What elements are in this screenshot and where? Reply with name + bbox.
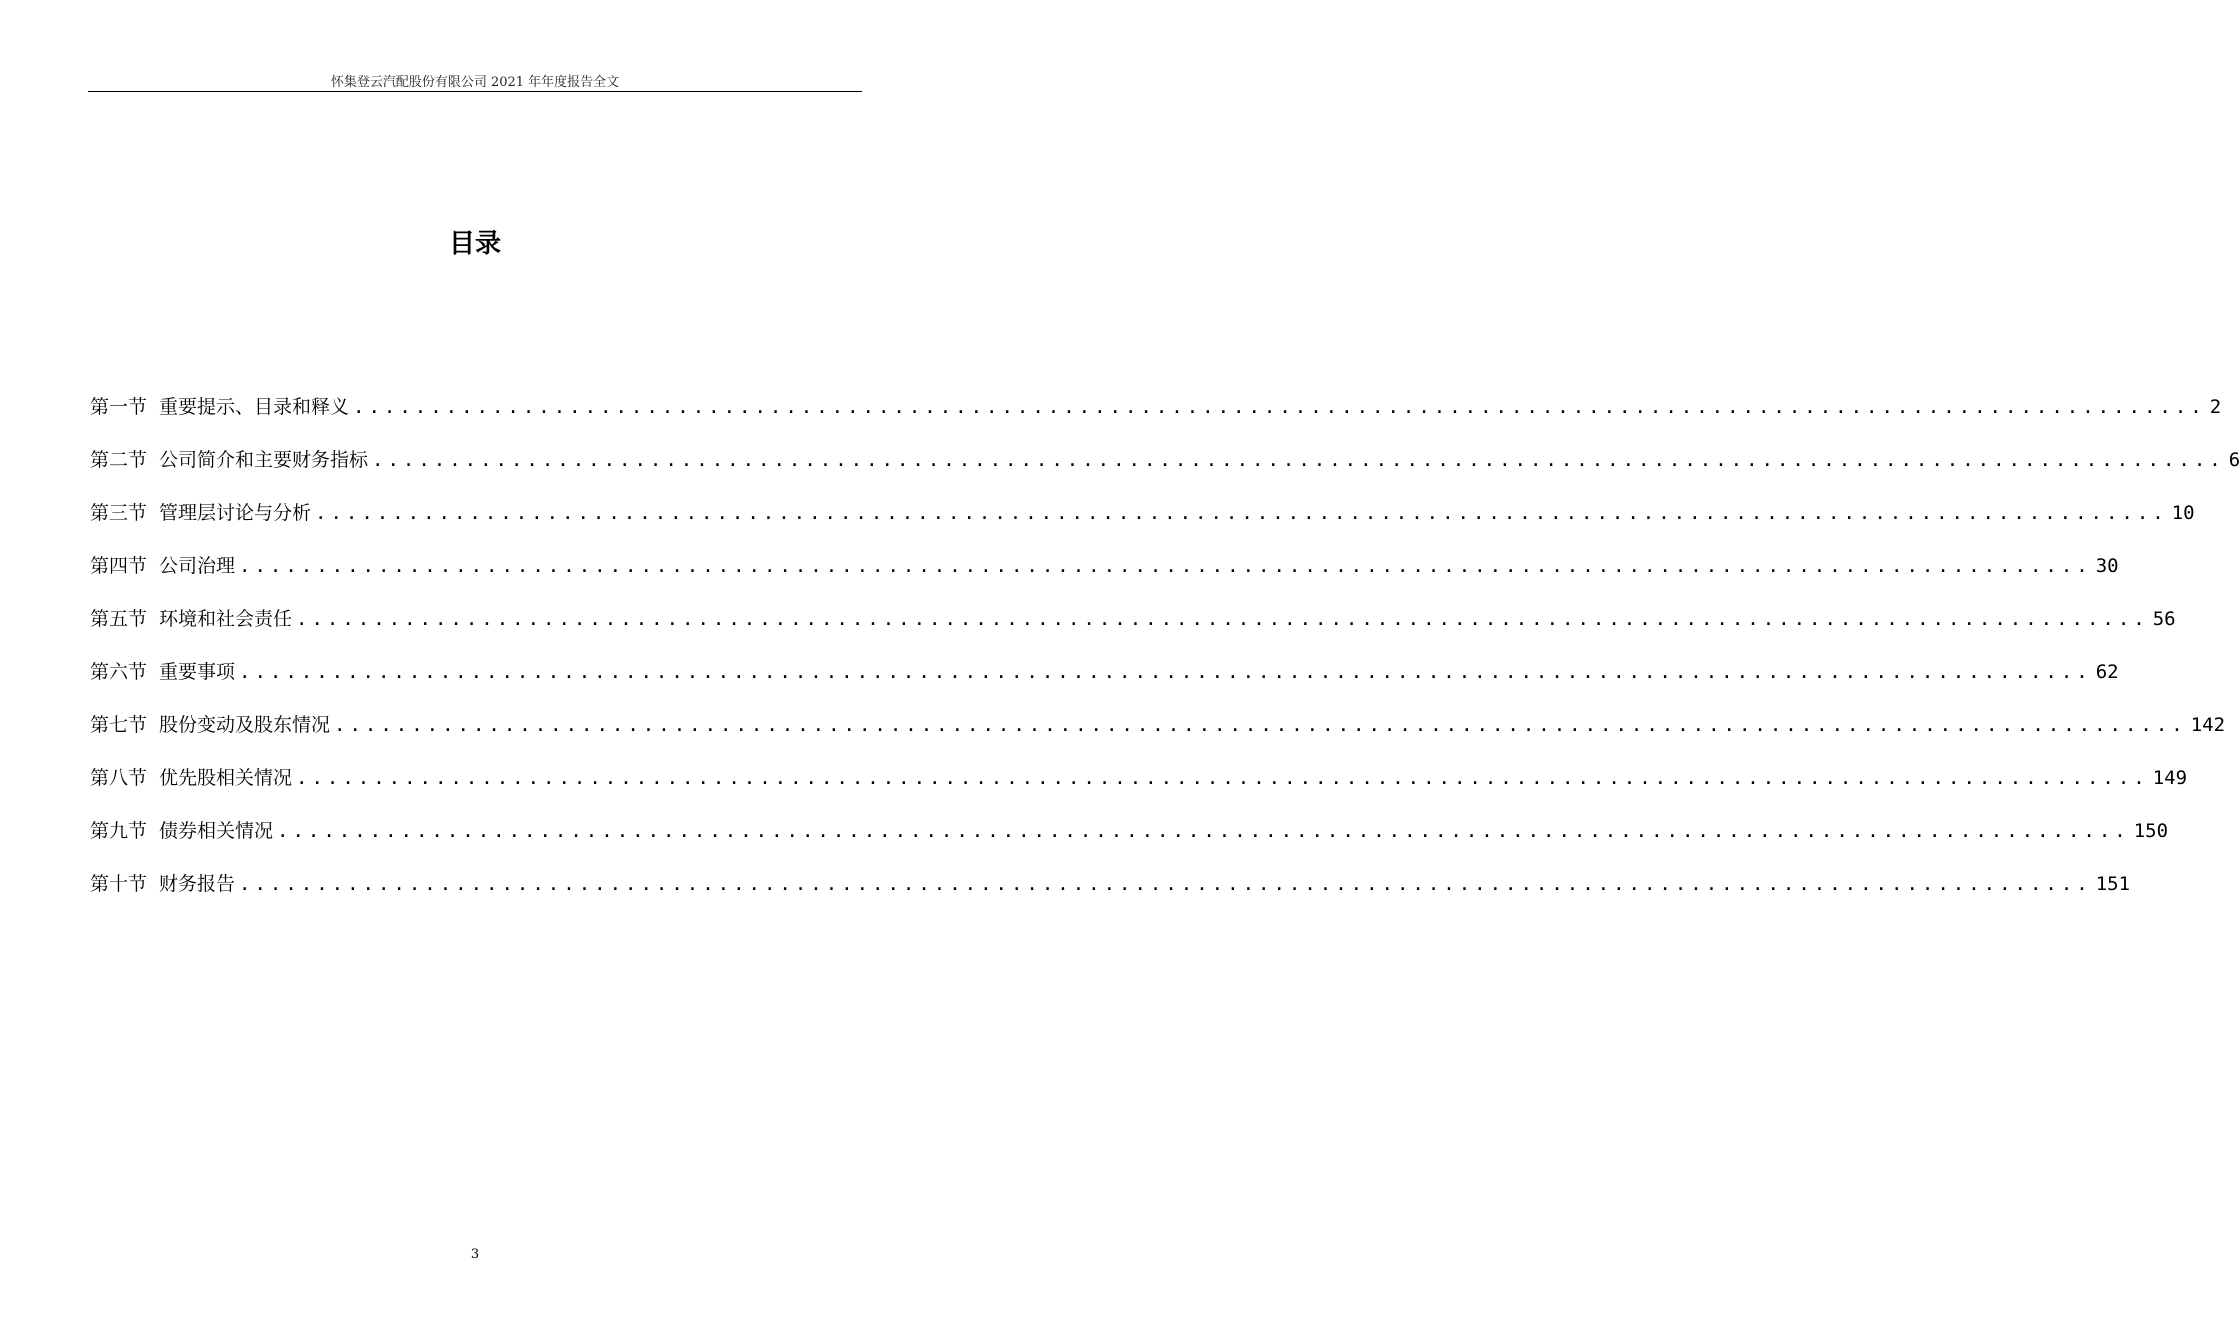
toc-section-number: 第六节 — [90, 661, 148, 683]
page-number: 3 — [470, 1247, 480, 1262]
toc-dot-leader: ........................................................................................................................ — [277, 820, 2130, 842]
toc-page-number: 2 — [2209, 396, 2222, 418]
header-rule — [88, 91, 862, 92]
toc-dot-leader: ........................................................................................................................ — [353, 396, 2206, 418]
toc-page-number: 30 — [2095, 555, 2119, 577]
toc-entry-7[interactable] — [90, 708, 2226, 761]
toc-dot-leader: ........................................................................................................................ — [296, 608, 2149, 630]
toc-page-number: 150 — [2133, 820, 2169, 842]
toc-section-number: 第九节 — [90, 820, 148, 842]
toc-section-number: 第四节 — [90, 555, 148, 577]
toc-section-title: 重要事项 — [159, 661, 236, 683]
toc-section-title: 管理层讨论与分析 — [159, 502, 312, 524]
toc-section-title: 优先股相关情况 — [159, 767, 293, 789]
toc-entry-5[interactable] — [90, 602, 2176, 655]
toc-section-number: 第二节 — [90, 449, 148, 471]
toc-dot-leader: ........................................................................................................................ — [239, 873, 2092, 895]
toc-page-number: 151 — [2095, 873, 2131, 895]
toc-section-title: 财务报告 — [159, 873, 236, 895]
toc-title: 目录 — [448, 229, 501, 259]
toc-page-number: 142 — [2190, 714, 2226, 736]
toc-entry-10[interactable] — [90, 867, 2131, 920]
toc-page-number: 62 — [2095, 661, 2119, 683]
toc-entry-3[interactable] — [90, 496, 2195, 549]
toc-entry-4[interactable] — [90, 549, 2119, 602]
toc-page-number: 149 — [2152, 767, 2188, 789]
toc-page-number: 10 — [2171, 502, 2195, 524]
table-of-contents — [90, 390, 2240, 920]
toc-section-number: 第十节 — [90, 873, 148, 895]
toc-section-number: 第一节 — [90, 396, 148, 418]
toc-section-title: 重要提示、目录和释义 — [159, 396, 350, 418]
toc-dot-leader: ........................................................................................................................ — [296, 767, 2149, 789]
toc-dot-leader: ........................................................................................................................ — [239, 555, 2092, 577]
toc-section-title: 股份变动及股东情况 — [159, 714, 331, 736]
page-header: 怀集登云汽配股份有限公司 2021 年年度报告全文 — [330, 75, 620, 90]
toc-section-title: 公司简介和主要财务指标 — [159, 449, 369, 471]
toc-section-title: 环境和社会责任 — [159, 608, 293, 630]
toc-section-number: 第八节 — [90, 767, 148, 789]
toc-section-number: 第七节 — [90, 714, 148, 736]
toc-entry-2[interactable] — [90, 443, 2240, 496]
toc-section-number: 第五节 — [90, 608, 148, 630]
toc-dot-leader: ........................................................................................................................ — [372, 449, 2225, 471]
toc-page-number: 6 — [2228, 449, 2240, 471]
toc-section-number: 第三节 — [90, 502, 148, 524]
toc-dot-leader: ........................................................................................................................ — [334, 714, 2187, 736]
toc-entry-9[interactable] — [90, 814, 2169, 867]
toc-section-title: 公司治理 — [159, 555, 236, 577]
toc-section-title: 债券相关情况 — [159, 820, 274, 842]
toc-dot-leader: ........................................................................................................................ — [239, 661, 2092, 683]
toc-entry-1[interactable] — [90, 390, 2222, 443]
toc-page-number: 56 — [2152, 608, 2176, 630]
toc-entry-6[interactable] — [90, 655, 2119, 708]
toc-entry-8[interactable] — [90, 761, 2188, 814]
toc-dot-leader: ........................................................................................................................ — [315, 502, 2168, 524]
